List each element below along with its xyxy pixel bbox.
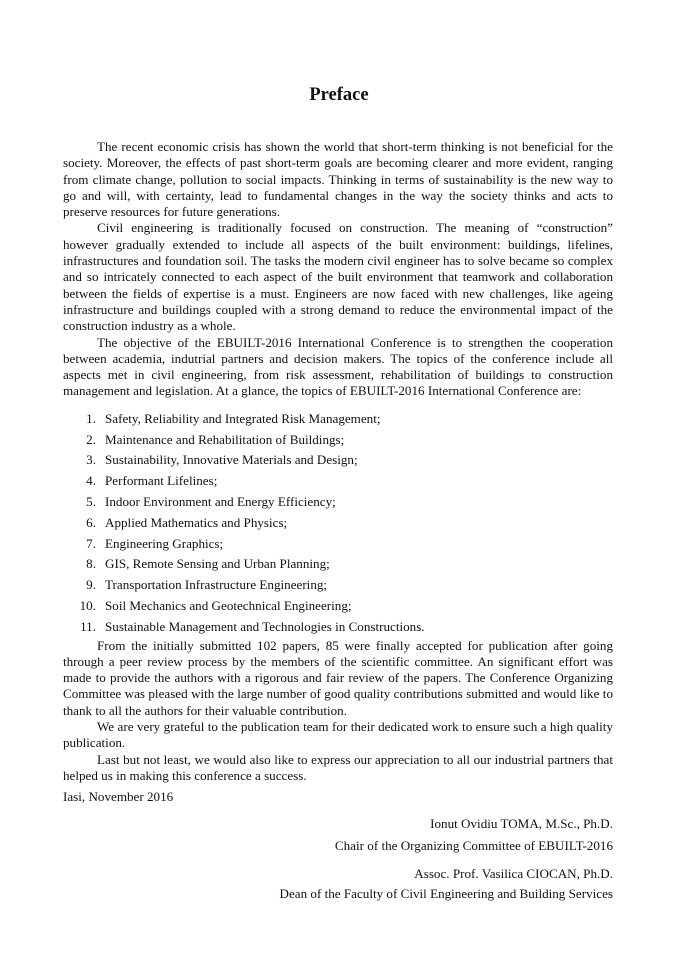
list-item-number: 4. (86, 473, 96, 489)
list-item-text: Sustainability, Innovative Materials and Design; (105, 452, 358, 468)
place-date: Iasi, November 2016 (63, 789, 174, 805)
list-item-number: 1. (86, 410, 96, 426)
list-item (63, 409, 613, 430)
list-item (63, 513, 613, 534)
list-item (63, 471, 613, 492)
list-item-number: 2. (86, 431, 96, 447)
list-item (63, 554, 613, 575)
paragraph: From the initially submitted 102 papers, 85 were finally accepted for publication after going through a peer review process by the members of the scientific committee. An significant effort was made to provide the authors with a rigorous and fair review of the papers. The Conference Organizing Committee was pleased with the large number of good quality contributions submitted and would like to thank to all the authors for their valuable contribution. (63, 637, 613, 718)
list-item-text: Indoor Environment and Energy Efficiency; (105, 493, 336, 509)
list-item (63, 534, 613, 555)
list-item-number: 11. (80, 618, 96, 634)
signature-role: Dean of the Faculty of Civil Engineering and Building Services (279, 886, 613, 902)
list-item-number: 3. (86, 452, 96, 468)
list-item-text: Performant Lifelines; (105, 473, 218, 489)
list-item-number: 6. (86, 514, 96, 530)
paragraph: The recent economic crisis has shown the world that short-term thinking is not beneficial for the society. Moreover, the effects of past short-term goals are becoming clearer and more evident, ranging from climate change, pollution to social impacts. Thinking in terms of sustainability is the new way to go and will, with certainty, lead to fundamental changes in the way the society thinks and acts to preserve resources for future generations. (63, 139, 613, 220)
list-item-number: 8. (86, 556, 96, 572)
paragraph: The objective of the EBUILT-2016 International Conference is to strengthen the cooperation between academia, indutrial partners and decision makers. The topics of the conference include all aspects met in civil engineering, from risk assessment, rehabilitation of buildings to construction management and legislation. At a glance, the topics of EBUILT-2016 International Conference are: (63, 334, 613, 399)
list-item (63, 617, 613, 638)
signature-name: Ionut Ovidiu TOMA, M.Sc., Ph.D. (430, 816, 613, 832)
preface-body (63, 139, 613, 903)
list-item-number: 5. (86, 493, 96, 509)
list-item-number: 10. (79, 597, 96, 613)
list-item (63, 430, 613, 451)
paragraph: Last but not least, we would also like to express our appreciation to all our industrial partners that helped us in making this conference a success. (63, 751, 613, 783)
list-item-text: Maintenance and Rehabilitation of Buildings; (105, 431, 345, 447)
signature-name: Assoc. Prof. Vasilica CIOCAN, Ph.D. (414, 866, 613, 882)
list-item-text: Applied Mathematics and Physics; (105, 514, 288, 530)
list-item (63, 596, 613, 617)
list-item (63, 450, 613, 471)
paragraph: We are very grateful to the publication team for their dedicated work to ensure such a high quality publication. (63, 719, 613, 751)
list-item-text: Soil Mechanics and Geotechnical Engineering; (105, 597, 352, 613)
list-item-text: Transportation Infrastructure Engineering; (105, 577, 328, 593)
list-item (63, 492, 613, 513)
list-item (63, 575, 613, 596)
page-title: Preface (309, 85, 369, 105)
topics-list (63, 409, 613, 638)
signature-role: Chair of the Organizing Committee of EBUILT-2016 (334, 837, 613, 853)
list-item-number: 7. (86, 535, 96, 551)
list-item-text: GIS, Remote Sensing and Urban Planning; (105, 556, 330, 572)
list-item-text: Safety, Reliability and Integrated Risk Management; (105, 410, 381, 426)
paragraph: Civil engineering is traditionally focused on construction. The meaning of “construction” however gradually extended to include all aspects of the built environment: buildings, lifelines, infrastructures and foundation soil. The tasks the modern civil engineer has to solve became so complex and so intricately connected to each aspect of the built environment that teamwork and collaboration between the fields of expertise is a must. Engineers are now faced with new challenges, like ageing infrastructure and buildings coupled with a strong demand to reduce the environmental impact of the construction industry as a whole. (63, 220, 613, 334)
list-item-text: Sustainable Management and Technologies in Constructions. (105, 618, 425, 634)
list-item-text: Engineering Graphics; (105, 535, 224, 551)
list-item-number: 9. (86, 577, 96, 593)
